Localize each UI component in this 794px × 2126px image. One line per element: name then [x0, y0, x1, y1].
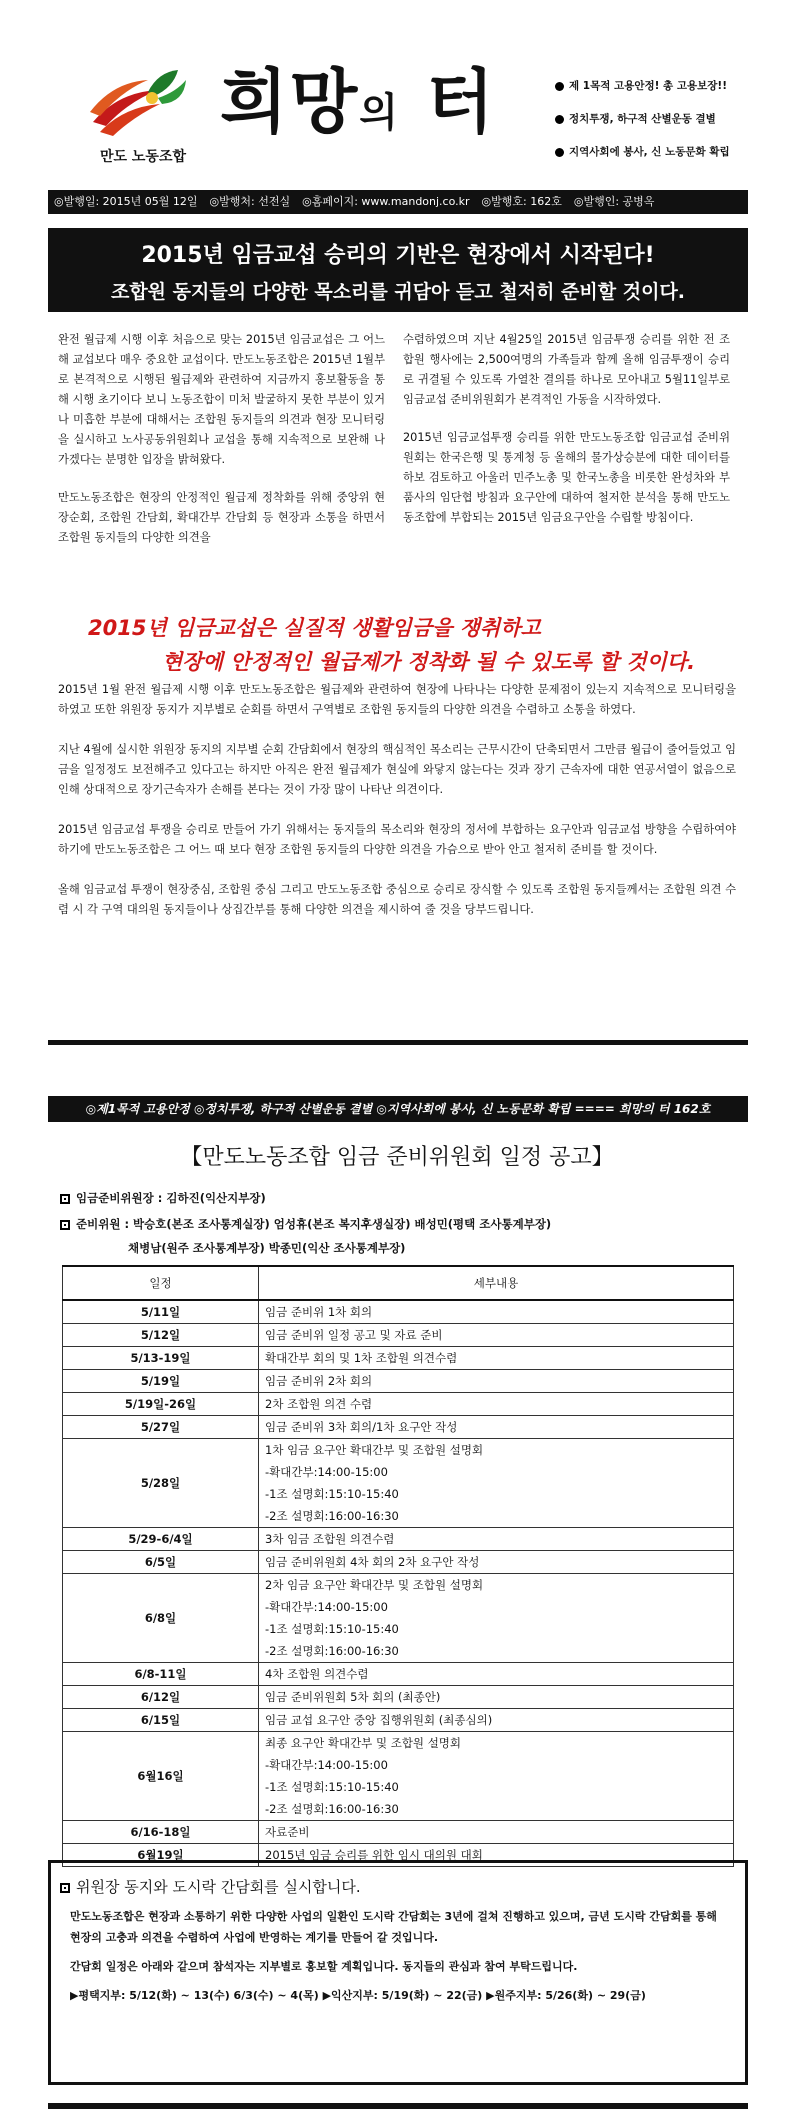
schedule-item: -확대간부:14:00-15:00 [265, 1758, 388, 1772]
schedule-date-cell: 6월16일 [63, 1732, 259, 1821]
article-paragraph: 2015년 1월 완전 월급제 시행 이후 만도노동조합은 월급제와 관련하여 현장에 나타나는 다양한 문제점이 있는지 지속적으로 모니터링을 하였고 또한 위원장 동지가 지부별로 순회를 하면서 구역별로 조합원 동지들의 다양한 의견을 수렴하고 소통을 하였다. [58, 683, 736, 716]
schedule-date-cell: 6/5일 [63, 1551, 259, 1574]
schedule-item: 2차 조합원 의견 수렴 [265, 1397, 373, 1411]
schedule-item: -1조 설명회:15:10-15:40 [265, 1487, 399, 1501]
schedule-item: 최종 요구안 확대간부 및 조합원 설명회 [265, 1736, 462, 1750]
schedule-content-cell [259, 1709, 734, 1732]
article-paragraph: 2015년 임금교섭투쟁 승리를 위한 만도노동조합 임금교섭 준비위원회는 한국은행 및 통계청 등 올해의 물가상승분에 대한 데이터를 하보 검토하고 아울러 민주노총 및 한국노총을 비롯한 완성차와 부품사의 임단협 방침과 요구안에 대하여 철저한 분석을 통해 만도노동조합에 부합되는 2015년 임금요구안을 수립할 방침이다. [403, 431, 730, 524]
slogan-list [555, 78, 760, 177]
schedule-item: 임금 교섭 요구안 중앙 집행위원회 (최종심의) [265, 1713, 493, 1727]
article-paragraph: 수렴하였으며 지난 4월25일 2015년 임금투쟁 승리를 위한 전 조합원 행사에는 2,500여명의 가족들과 함께 올해 임금투쟁이 승리로 귀결될 수 있도록 가열찬 결의를 하나로 모아내고 5월11일부로 임금교섭 준비위원회가 본격적인 가동을 시작하였다. [403, 333, 730, 406]
headline-main: 2015년 임금교섭 승리의 기반은 현장에서 시작된다! [141, 243, 655, 268]
committee-members: 준비위원 : 박승호(본조 조사통계실장) 엄성휴(본조 복지후생실장) 배성민(평택 조사통계부장) [60, 1216, 551, 1232]
schedule-date-cell: 6/12일 [63, 1686, 259, 1709]
schedule-item: 3차 임금 조합원 의견수렴 [265, 1532, 395, 1546]
table-row [63, 1324, 734, 1347]
pub-issue: ◎발행호: 162호 [481, 195, 562, 208]
schedule-content-cell [259, 1416, 734, 1439]
schedule-item: 1차 임금 요구안 확대간부 및 조합원 설명회 [265, 1443, 484, 1457]
table-row [63, 1709, 734, 1732]
square-bullet-icon [60, 1883, 70, 1893]
schedule-date-cell: 5/19일 [63, 1370, 259, 1393]
table-row [63, 1347, 734, 1370]
schedule-date-cell: 5/28일 [63, 1439, 259, 1528]
schedule-content-cell [259, 1393, 734, 1416]
schedule-item: 2015년 임금 승리를 위한 임시 대의원 대회 [265, 1848, 483, 1862]
schedule-content-cell [259, 1732, 734, 1821]
table-row [63, 1551, 734, 1574]
bottom-divider [48, 2103, 748, 2109]
article-paragraph: 완전 월급제 시행 이후 처음으로 맞는 2015년 임금교섭은 그 어느해 교섭보다 매우 중요한 교섭이다. 만도노동조합은 2015년 1월부로 본격적으로 시행된 월급제와 관련하여 지금까지 홍보활동을 통해 시행 초기이다 보니 노동조합이 미처 발굴하지 못한 부분이 있거나 미흡한 부분에 대해서는 조합원 동지들의 의견과 현장 모니터링을 실시하고 노사공동위원회나 교섭을 통해 지속적으로 보완해 나가겠다는 분명한 입장을 밝혀왔다. [58, 333, 385, 466]
schedule-item: -2조 설명회:16:00-16:30 [265, 1644, 399, 1658]
notice-schedule-line: ▶평택지부: 5/12(화) ~ 13(수) 6/3(수) ~ 4(목) ▶익산지부: 5/19(화) ~ 22(금) ▶원주지부: 5/26(화) ~ 29(금) [70, 1989, 646, 2002]
schedule-date-cell: 6/8일 [63, 1574, 259, 1663]
article-paragraph: 지난 4월에 실시한 위원장 동지의 지부별 순회 간담회에서 현장의 핵심적인 목소리는 근무시간이 단축되면서 그만큼 월급이 줄어들었고 임금을 일정정도 보전해주고 있다고는 하지만 아직은 완전 월급제가 현실에 와닿지 않는다는 것과 장기 근속자에 대한 연공서열이 없음으로 인해 상대적으로 장기근속자가 손해를 본다는 것이 가장 많이 나타난 의견이다. [58, 743, 736, 796]
schedule-item: 임금 준비위 3차 회의/1차 요구안 작성 [265, 1420, 458, 1434]
table-row [63, 1574, 734, 1663]
schedule-date-cell: 5/11일 [63, 1300, 259, 1324]
schedule-content-cell [259, 1439, 734, 1528]
table-row [63, 1663, 734, 1686]
schedule-item: -2조 설명회:16:00-16:30 [265, 1509, 399, 1523]
notice-title: 위원장 동지와 도시락 간담회를 실시합니다. [60, 1876, 361, 1897]
schedule-date-cell: 6/8-11일 [63, 1663, 259, 1686]
schedule-date-cell: 6월19일 [63, 1844, 259, 1867]
headline-sub: 조합원 동지들의 다양한 목소리를 귀담아 듣고 철저히 준비할 것이다. [110, 281, 686, 303]
schedule-item: 임금 준비위 2차 회의 [265, 1374, 373, 1388]
column-header-date: 일정 [63, 1266, 259, 1300]
red-subheading-2: 현장에 안정적인 월급제가 정착화 될 수 있도록 할 것이다. [162, 650, 696, 674]
schedule-item: 자료준비 [265, 1825, 310, 1839]
schedule-content-cell [259, 1528, 734, 1551]
title-part-3: 터 [426, 61, 496, 143]
notice-paragraph: 간담회 일정은 아래와 같으며 참석자는 지부별로 홍보할 계획입니다. 동지들의 관심과 참여 부탁드립니다. [70, 1960, 578, 1973]
article-paragraph: 만도노동조합은 현장의 안정적인 월급제 정착화를 위해 중앙위 현장순회, 조합원 간담회, 확대간부 간담회 등 현장과 소통을 하면서 조합원 동지들의 다양한 의견을 [58, 491, 385, 544]
schedule-item: 임금 준비위 일정 공고 및 자료 준비 [265, 1328, 443, 1342]
schedule-content-cell [259, 1300, 734, 1324]
pub-publisher: ◎발행처: 선전실 [209, 195, 291, 208]
square-bullet-icon [60, 1220, 70, 1230]
schedule-item: 확대간부 회의 및 1차 조합원 의견수렴 [265, 1351, 458, 1365]
schedule-content-cell [259, 1347, 734, 1370]
notice-paragraph: 만도노동조합은 현장과 소통하기 위한 다양한 사업의 일환인 도시락 간담회는 3년에 걸쳐 진행하고 있으며, 금년 도시락 간담회를 통해 현장의 고충과 의견을 수렴하여 사업에 반영하는 계기를 만들어 갈 것입니다. [70, 1910, 717, 1944]
table-row [63, 1370, 734, 1393]
slogan-banner: ◎제1목적 고용안정 ◎정치투쟁, 하구적 산별운동 결별 ◎지역사회에 봉사, 신 노동문화 확립 ==== 희망의 터 162호 [48, 1096, 748, 1122]
newsletter-title [220, 62, 496, 153]
section-divider [48, 1040, 748, 1045]
schedule-date-cell: 6/16-18일 [63, 1821, 259, 1844]
notice-body [70, 1906, 730, 2014]
table-row [63, 1393, 734, 1416]
publication-info-bar [48, 190, 748, 214]
title-part-1: 희망 [220, 61, 360, 143]
schedule-content-cell [259, 1821, 734, 1844]
bullet-icon [555, 82, 564, 91]
pub-date: ◎발행일: 2015년 05월 12일 [54, 195, 198, 208]
pub-homepage[interactable]: ◎홈페이지: www.mandonj.co.kr [302, 195, 470, 208]
schedule-table-body [63, 1300, 734, 1867]
schedule-item: 임금 준비위원회 5차 회의 (최종안) [265, 1690, 441, 1704]
bullet-icon [555, 115, 564, 124]
slogan-item: 지역사회에 봉사, 신 노동문화 확립 [555, 144, 760, 159]
table-row [63, 1821, 734, 1844]
article-paragraph: 올해 임금교섭 투쟁이 현장중심, 조합원 중심 그리고 만도노동조합 중심으로 승리로 장식할 수 있도록 조합원 동지들께서는 조합원 의견 수렴 시 각 구역 대의원 동지들이나 상집간부를 통해 다양한 의견을 제시하여 줄 것을 당부드립니다. [58, 883, 736, 916]
table-header-row [63, 1266, 734, 1300]
article-full-width [58, 680, 736, 940]
title-part-2: 의 [359, 90, 400, 136]
headline-box [48, 228, 748, 312]
schedule-content-cell [259, 1551, 734, 1574]
schedule-date-cell: 6/15일 [63, 1709, 259, 1732]
bullet-icon [555, 148, 564, 157]
square-bullet-icon [60, 1194, 70, 1204]
schedule-date-cell: 5/29-6/4일 [63, 1528, 259, 1551]
schedule-item: -2조 설명회:16:00-16:30 [265, 1802, 399, 1816]
schedule-content-cell [259, 1324, 734, 1347]
schedule-item: -확대간부:14:00-15:00 [265, 1600, 388, 1614]
schedule-date-cell: 5/19일-26일 [63, 1393, 259, 1416]
table-row [63, 1416, 734, 1439]
schedule-content-cell [259, 1663, 734, 1686]
schedule-title: 【만도노동조합 임금 준비위원회 일정 공고】 [180, 1145, 614, 1170]
table-row [63, 1439, 734, 1528]
schedule-item: 4차 조합원 의견수렴 [265, 1667, 369, 1681]
slogan-item: 제 1목적 고용안정! 총 고용보장!! [555, 78, 760, 93]
schedule-content-cell [259, 1686, 734, 1709]
column-header-content: 세부내용 [259, 1266, 734, 1300]
table-row [63, 1528, 734, 1551]
union-name: 만도 노동조합 [99, 149, 187, 165]
schedule-item: 임금 준비위원회 4차 회의 2차 요구안 작성 [265, 1555, 480, 1569]
committee-chair: 임금준비위원장 : 김하진(익산지부장) [60, 1190, 266, 1206]
schedule-date-cell: 5/27일 [63, 1416, 259, 1439]
schedule-date-cell: 5/13-19일 [63, 1347, 259, 1370]
slogan-item: 정치투쟁, 하구적 산별운동 결별 [555, 111, 760, 126]
red-subheading-1: 2015년 임금교섭은 실질적 생활임금을 쟁취하고 [88, 616, 541, 640]
schedule-table [62, 1265, 734, 1867]
schedule-item: 임금 준비위 1차 회의 [265, 1305, 373, 1319]
schedule-item: -확대간부:14:00-15:00 [265, 1465, 388, 1479]
schedule-content-cell [259, 1574, 734, 1663]
pub-editor: ◎발행인: 공병옥 [573, 195, 655, 208]
table-row [63, 1732, 734, 1821]
schedule-date-cell: 5/12일 [63, 1324, 259, 1347]
schedule-item: -1조 설명회:15:10-15:40 [265, 1780, 399, 1794]
schedule-item: 2차 임금 요구안 확대간부 및 조합원 설명회 [265, 1578, 484, 1592]
article-paragraph: 2015년 임금교섭 투쟁을 승리로 만들어 가기 위해서는 동지들의 목소리와 현장의 정서에 부합하는 요구안과 임금교섭 방향을 수립하여야 하기에 만도노동조합은 그 어느 때 보다 현장 조합원 동지들의 다양한 의견을 가슴으로 받아 안고 철저히 준비를 할 것이다. [58, 823, 736, 856]
committee-members-cont: 채병남(원주 조사통계부장) 박종민(익산 조사통계부장) [128, 1241, 406, 1255]
union-logo [88, 62, 188, 140]
table-row [63, 1686, 734, 1709]
article-right-column [403, 330, 730, 546]
schedule-content-cell [259, 1370, 734, 1393]
schedule-item: -1조 설명회:15:10-15:40 [265, 1622, 399, 1636]
article-left-column [58, 330, 385, 566]
table-row [63, 1300, 734, 1324]
